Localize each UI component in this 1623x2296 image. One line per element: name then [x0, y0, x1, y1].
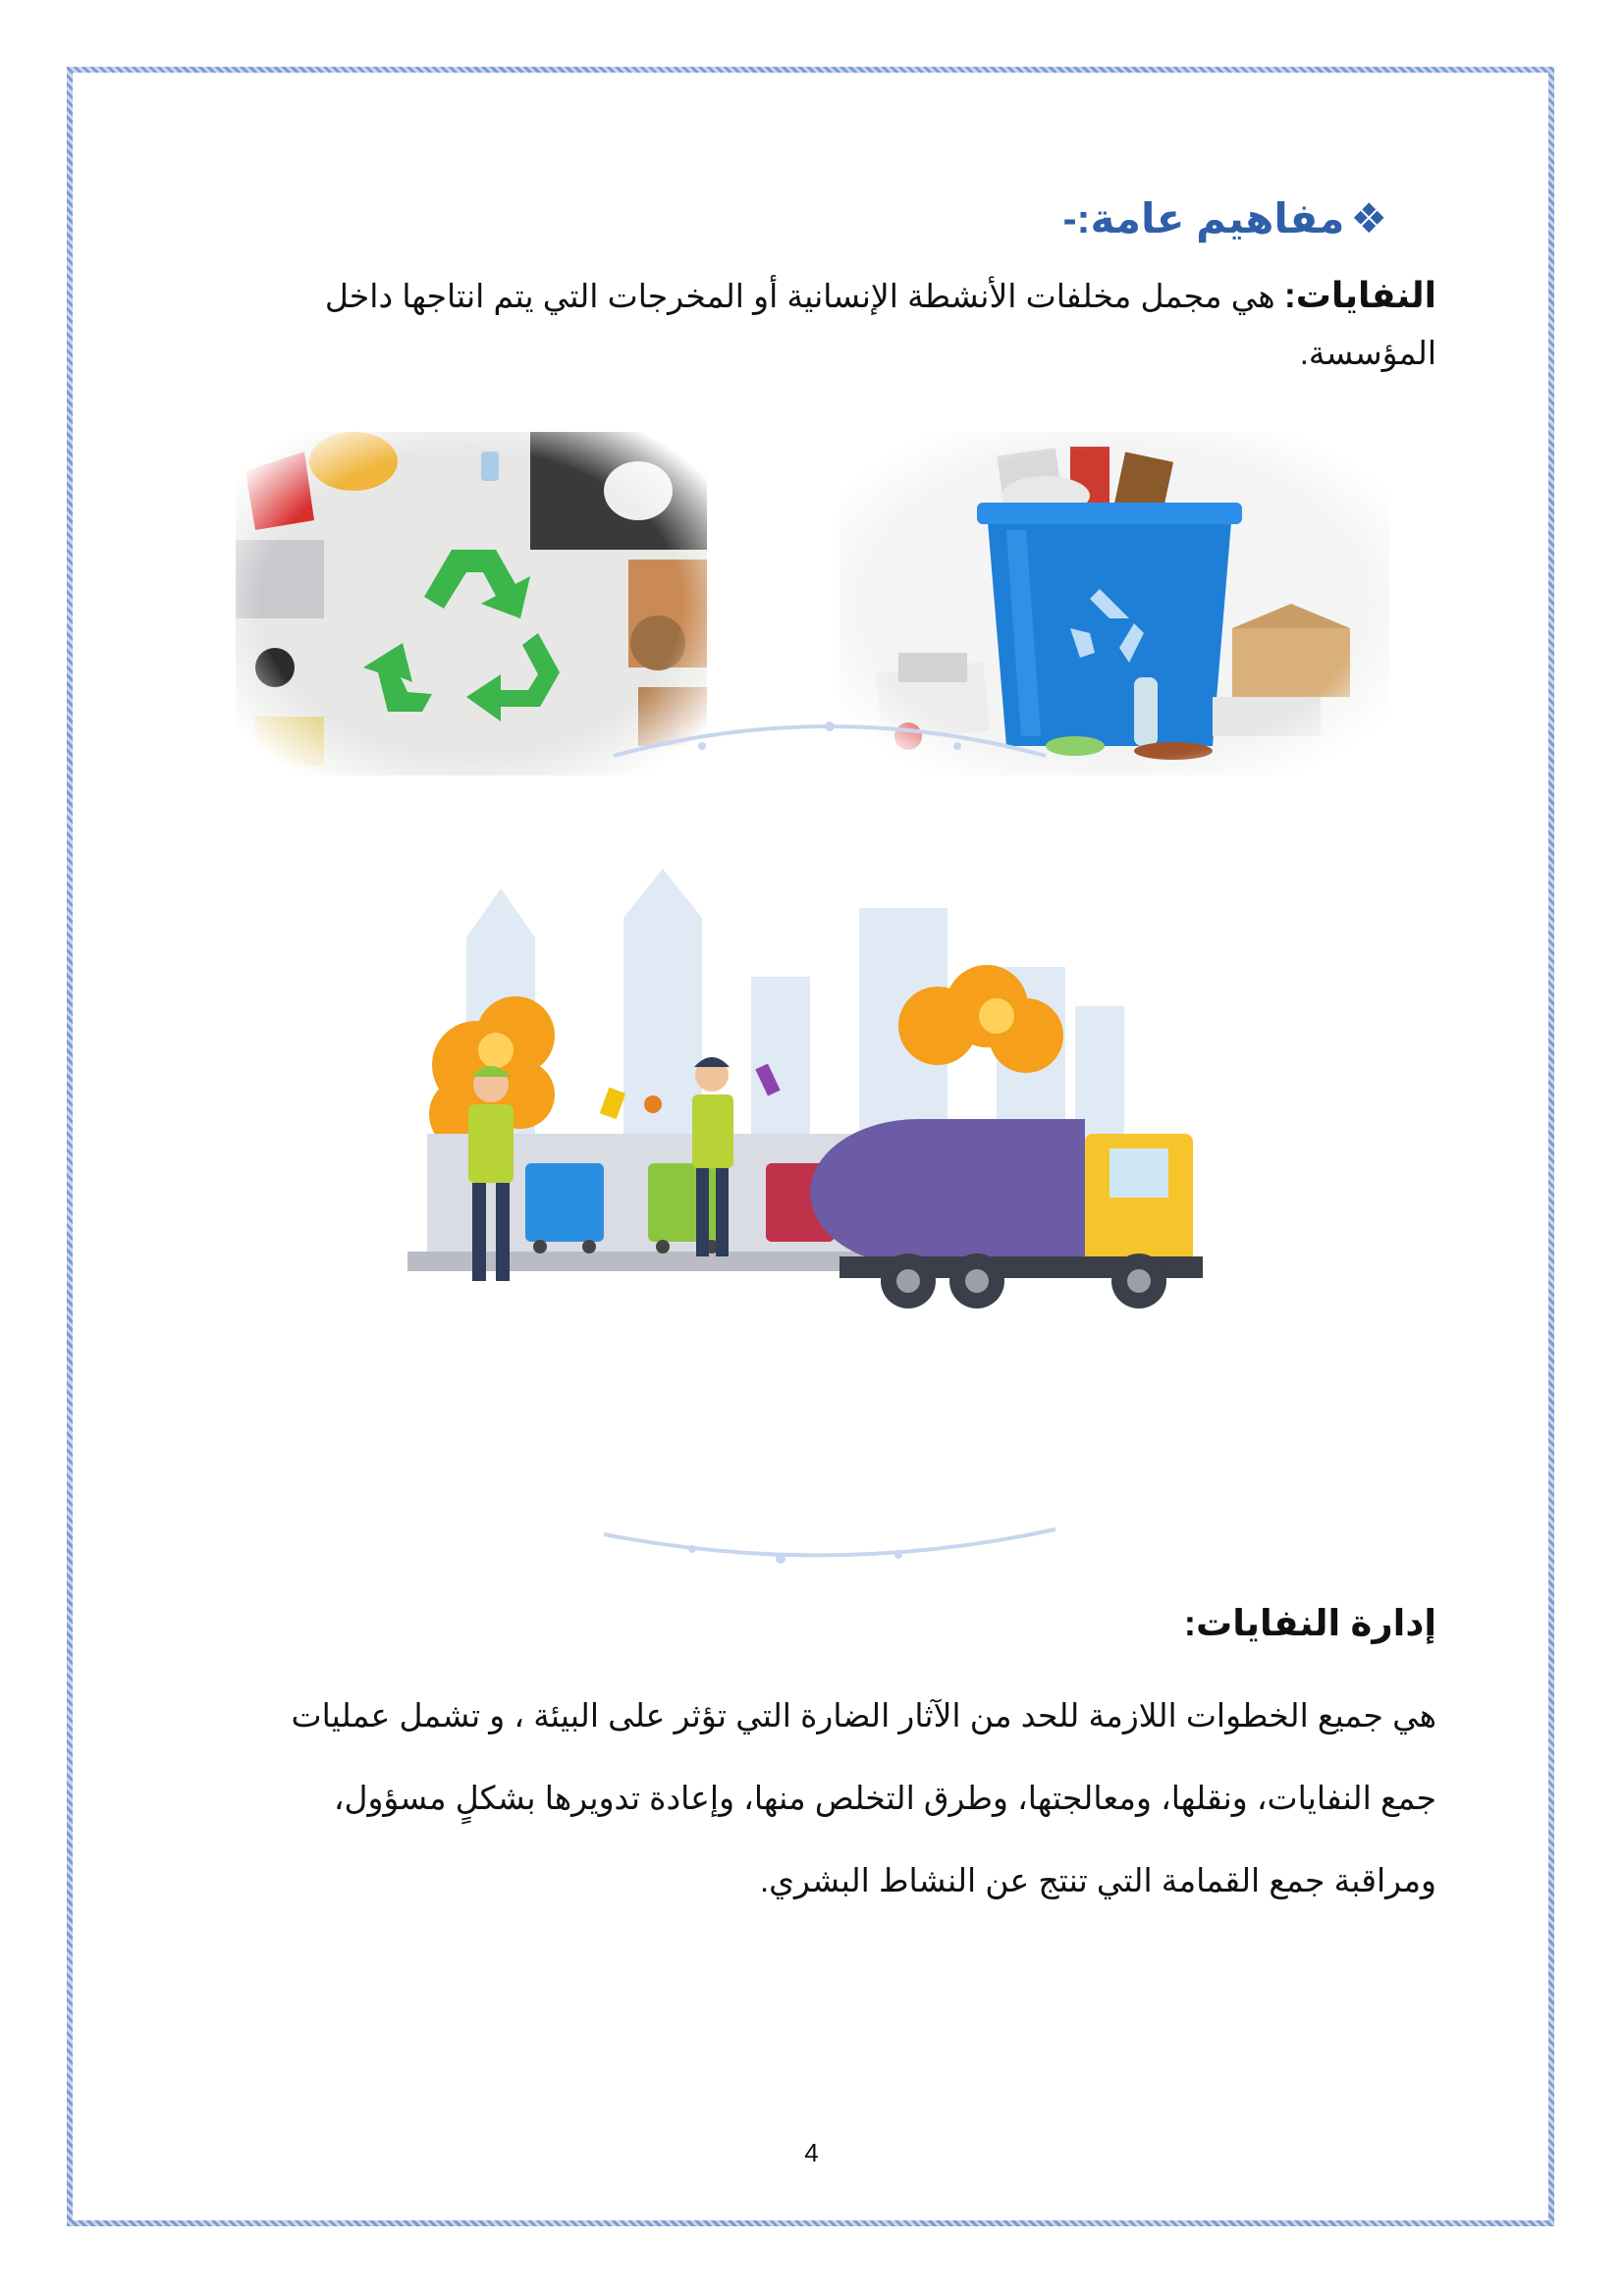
- main-heading-text: مفاهيم عامة:-: [1062, 195, 1345, 241]
- waste-definition-text: هي مجمل مخلفات الأنشطة الإنسانية أو المخرجات التي يتم انتاجها داخل المؤسسة.: [324, 278, 1436, 371]
- waste-management-line-1: هي جميع الخطوات اللازمة للحد من الآثار الضارة التي تؤثر على البيئة ، و تشمل عمليات: [291, 1697, 1436, 1734]
- waste-management-heading: إدارة النفايات:: [1183, 1603, 1436, 1643]
- waste-term: النفايات:: [1283, 275, 1436, 315]
- main-heading: [1063, 194, 1387, 242]
- waste-collection-illustration: [407, 869, 1232, 1360]
- diamond-bullet-icon: ❖: [1350, 195, 1387, 241]
- page-number: 4: [804, 2138, 819, 2167]
- waste-management-line-3: ومراقبة جمع القمامة التي تنتج عن النشاط البشري.: [760, 1862, 1436, 1898]
- decorative-flourish-bottom: [594, 1520, 1065, 1578]
- waste-management-text: [189, 1675, 1436, 1922]
- waste-management-line-2: جمع النفايات، ونقلها، ومعالجتها، وطرق التخلص منها، وإعادة تدويرها بشكلٍ مسؤول،: [333, 1780, 1436, 1816]
- waste-definition: [288, 267, 1436, 382]
- decorative-flourish-top: [594, 707, 1065, 766]
